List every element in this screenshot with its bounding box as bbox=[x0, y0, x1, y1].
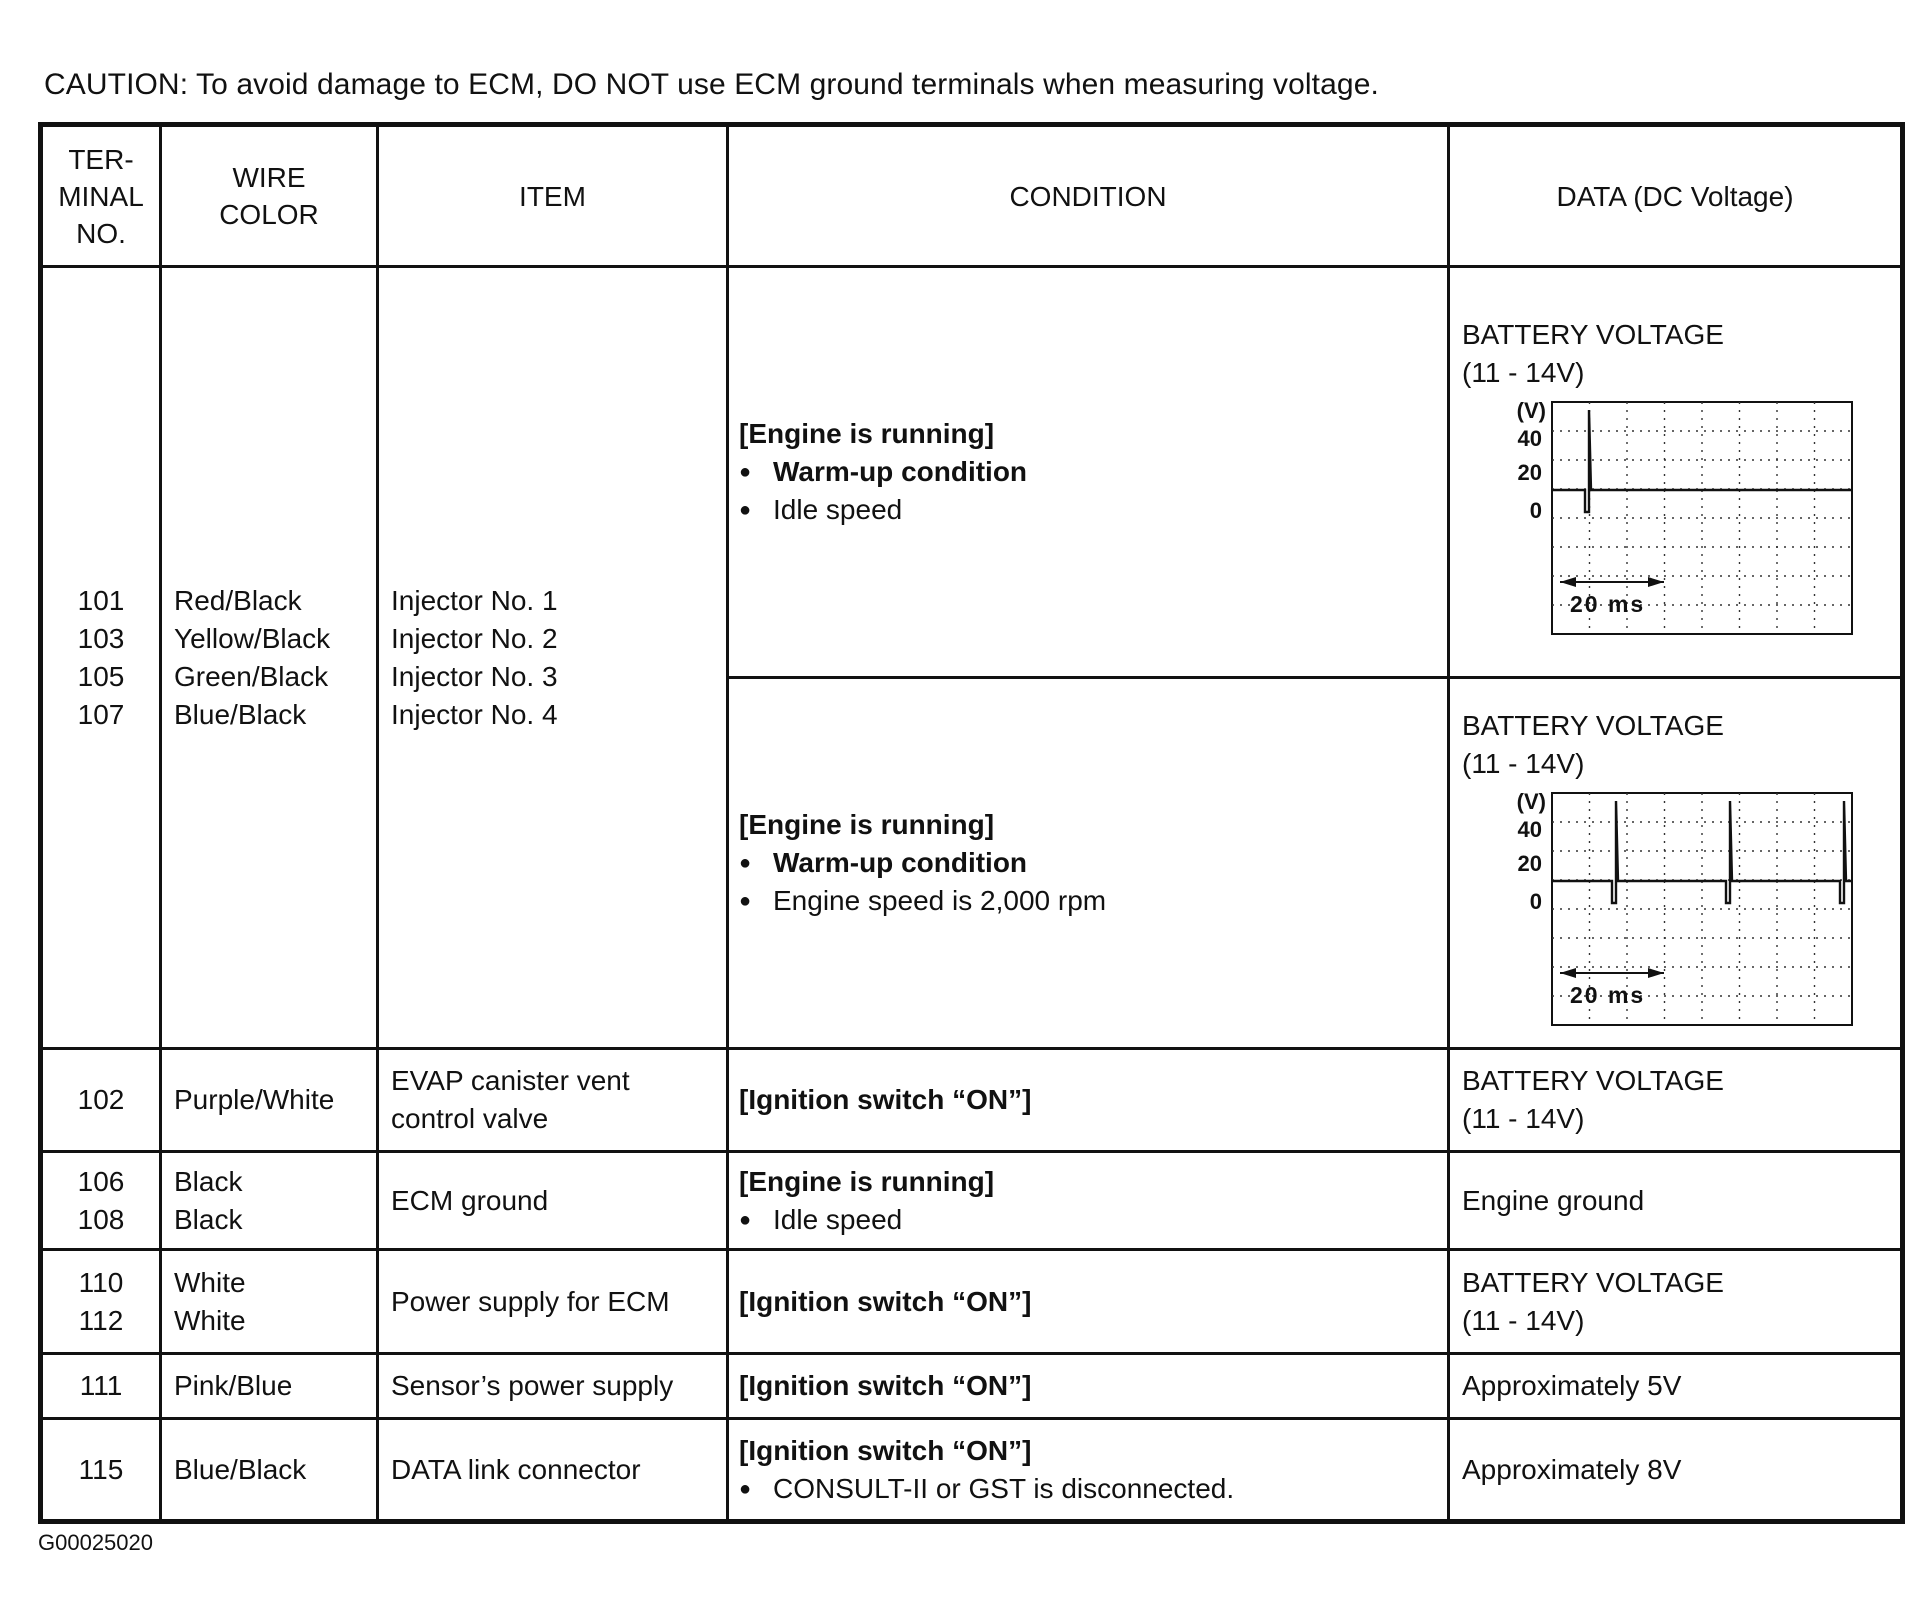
condition-106: [Engine is running] ● Idle speed bbox=[728, 1152, 1449, 1250]
wire-115: Blue/Black bbox=[161, 1419, 378, 1522]
condition-111: [Ignition switch “ON”] bbox=[728, 1354, 1449, 1419]
waveform-idle-graph bbox=[1490, 398, 1870, 638]
header-condition: CONDITION bbox=[728, 125, 1449, 267]
item-102: EVAP canister vent control valve bbox=[378, 1049, 728, 1152]
item-106: ECM ground bbox=[378, 1152, 728, 1250]
data-2000rpm: BATTERY VOLTAGE (11 - 14V) (V) 40 20 0 20 ms bbox=[1449, 678, 1903, 1049]
injector-items: Injector No. 1 Injector No. 2 Injector No. 3 Injector No. 4 bbox=[378, 267, 728, 1049]
data-111: Approximately 5V bbox=[1449, 1354, 1903, 1419]
header-terminal-no: TER- MINAL NO. bbox=[41, 125, 161, 267]
table-row-injector-idle bbox=[41, 267, 1903, 678]
data-106: Engine ground bbox=[1449, 1152, 1903, 1250]
condition-115: [Ignition switch “ON”] ● CONSULT-II or GST is disconnected. bbox=[728, 1419, 1449, 1522]
scope-idle-time-label: 20 ms bbox=[1570, 591, 1646, 617]
data-110: BATTERY VOLTAGE (11 - 14V) bbox=[1449, 1250, 1903, 1354]
table-row-111 bbox=[41, 1354, 1903, 1419]
table-row-115 bbox=[41, 1419, 1903, 1522]
scope-idle-tick-label: 40 bbox=[1517, 426, 1542, 451]
scope-idle-waveform bbox=[1552, 410, 1852, 512]
condition-idle: [Engine is running] ● Warm-up condition ● Idle speed bbox=[728, 267, 1449, 678]
condition-102: [Ignition switch “ON”] bbox=[728, 1049, 1449, 1152]
item-115: DATA link connector bbox=[378, 1419, 728, 1522]
header-row bbox=[41, 125, 1903, 267]
header-item: ITEM bbox=[378, 125, 728, 267]
caution-note: CAUTION: To avoid damage to ECM, DO NOT use ECM ground terminals when measuring voltage. bbox=[44, 68, 1379, 101]
wire-110: White White bbox=[161, 1250, 378, 1354]
condition-2000rpm: [Engine is running] ● Warm-up condition ● Engine speed is 2,000 rpm bbox=[728, 678, 1449, 1049]
waveform-2000rpm-graph bbox=[1490, 789, 1870, 1029]
data-idle: BATTERY VOLTAGE (11 - 14V) (V) 40 20 0 20 ms bbox=[1449, 267, 1903, 678]
header-wire-color: WIRE COLOR bbox=[161, 125, 378, 267]
injector-terminals: 101 103 105 107 bbox=[41, 267, 161, 1049]
item-110: Power supply for ECM bbox=[378, 1250, 728, 1354]
scope-2000rpm-unit-label: (V) bbox=[1516, 789, 1546, 814]
scope-2000rpm-tick-label: 40 bbox=[1517, 817, 1542, 842]
terminal-106: 106 108 bbox=[41, 1152, 161, 1250]
figure-code: G00025020 bbox=[38, 1530, 153, 1555]
condition-110: [Ignition switch “ON”] bbox=[728, 1250, 1449, 1354]
wire-111: Pink/Blue bbox=[161, 1354, 378, 1419]
header-data: DATA (DC Voltage) bbox=[1449, 125, 1903, 267]
terminal-110: 110 112 bbox=[41, 1250, 161, 1354]
scope-2000rpm-tick-label: 20 bbox=[1517, 851, 1542, 876]
table-row-106 bbox=[41, 1152, 1903, 1250]
table-row-110 bbox=[41, 1250, 1903, 1354]
scope-2000rpm-time-label: 20 ms bbox=[1570, 982, 1646, 1008]
wire-106: Black Black bbox=[161, 1152, 378, 1250]
data-115: Approximately 8V bbox=[1449, 1419, 1903, 1522]
scope-idle-tick-label: 0 bbox=[1529, 498, 1542, 523]
data-102: BATTERY VOLTAGE (11 - 14V) bbox=[1449, 1049, 1903, 1152]
terminal-102: 102 bbox=[41, 1049, 161, 1152]
terminal-115: 115 bbox=[41, 1419, 161, 1522]
scope-2000rpm-tick-label: 0 bbox=[1529, 889, 1542, 914]
scope-idle-tick-label: 20 bbox=[1517, 460, 1542, 485]
terminal-111: 111 bbox=[41, 1354, 161, 1419]
wire-102: Purple/White bbox=[161, 1049, 378, 1152]
injector-wire-colors: Red/Black Yellow/Black Green/Black Blue/Black bbox=[161, 267, 378, 1049]
table-row-102 bbox=[41, 1049, 1903, 1152]
ecm-terminal-table bbox=[38, 122, 1905, 1524]
scope-idle-unit-label: (V) bbox=[1516, 398, 1546, 423]
scope-2000rpm-waveform bbox=[1552, 801, 1852, 903]
item-111: Sensor’s power supply bbox=[378, 1354, 728, 1419]
